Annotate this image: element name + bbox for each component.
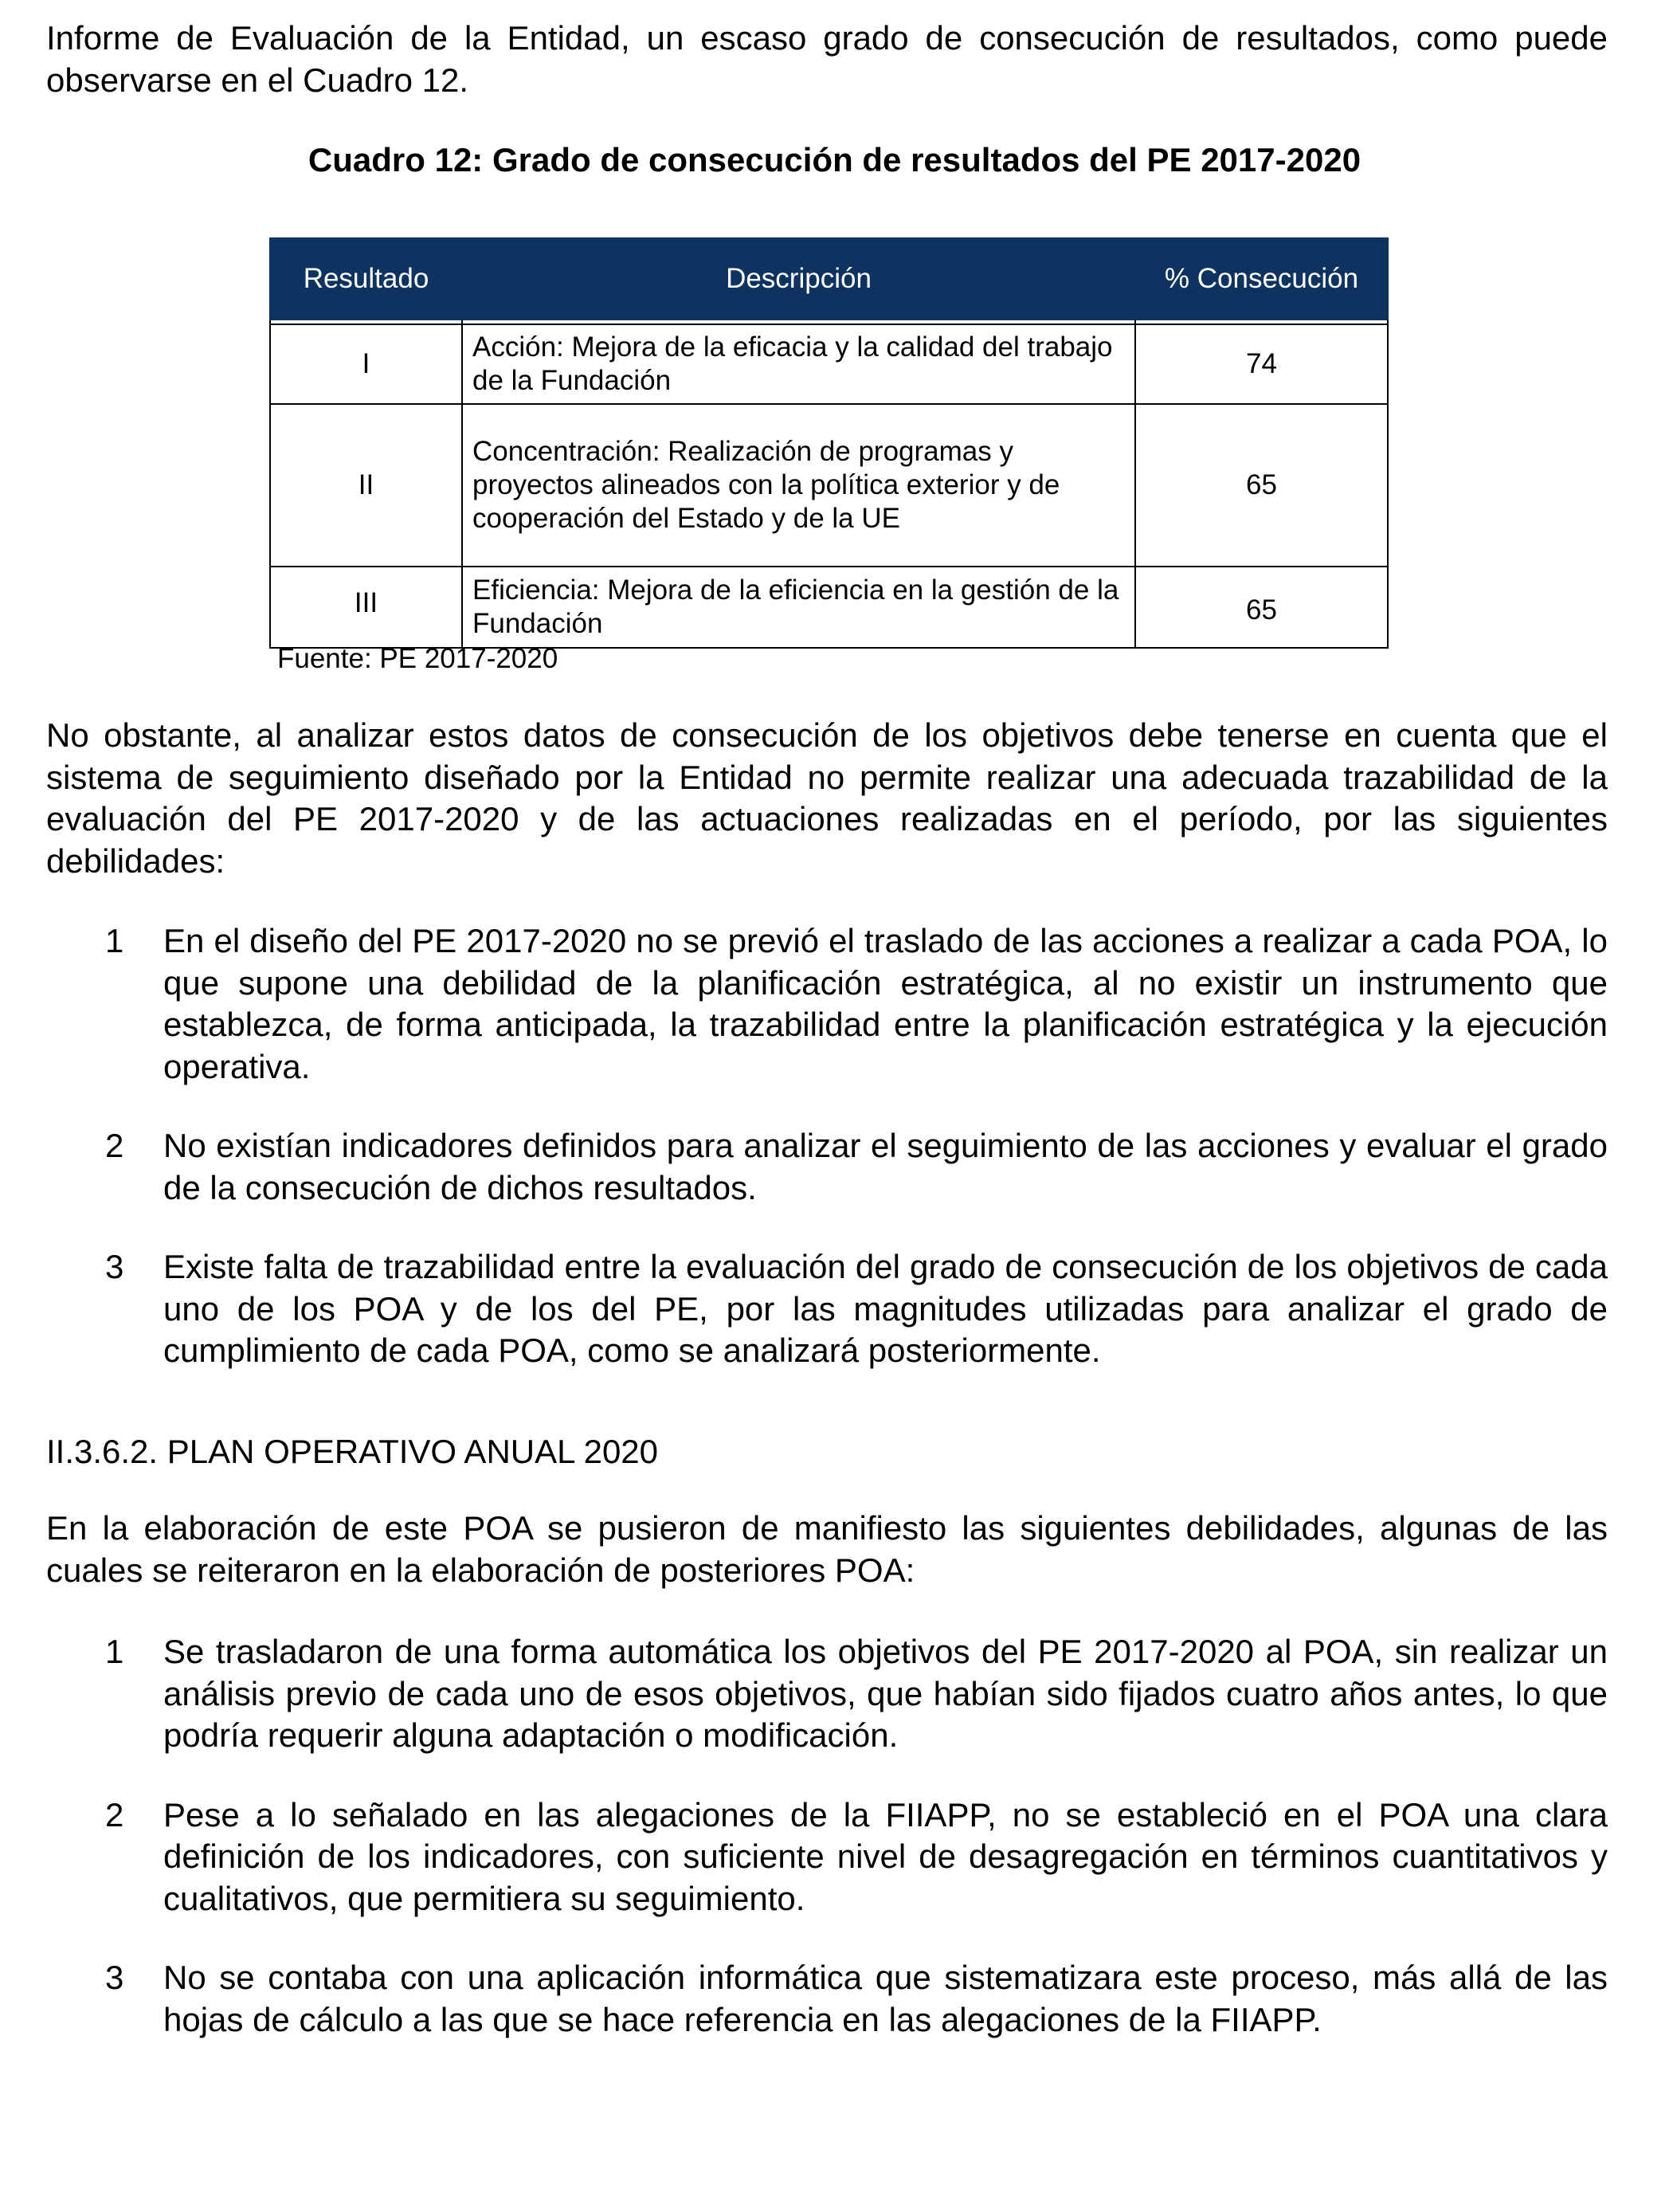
list-item-number: 3 [105, 1248, 124, 1285]
list-item-text: Pese a lo señalado en las alegaciones de la FIIAPP, no se estableció en el POA una clara definición de los indicadores, con suficiente nivel de desagregación en términos cuantitativos y cualitativos, que permitiera su seguimiento. [163, 1795, 1608, 1917]
row-result: III [270, 567, 462, 648]
paragraph-3-block [46, 1508, 1608, 1591]
table-header-row [270, 238, 1388, 320]
row-percent: 65 [1135, 567, 1388, 648]
table-row [270, 404, 1388, 567]
intro-paragraph: Informe de Evaluación de la Entidad, un escaso grado de consecución de resultados, como puede observarse en el Cuadro 12. [46, 19, 1608, 99]
row-result: II [270, 404, 462, 567]
list-item [46, 1246, 1608, 1372]
list-item [46, 1631, 1608, 1757]
list-item [46, 1794, 1608, 1920]
row-description: Eficiencia: Mejora de la eficiencia en la gestión de la Fundación [462, 567, 1135, 648]
header-descripcion: Descripción [462, 238, 1135, 320]
row-description: Concentración: Realización de programas y proyectos alineados con la política exterior y de cooperación del Estado y de la UE [462, 404, 1135, 567]
row-percent: 74 [1135, 324, 1388, 404]
paragraph-2: No obstante, al analizar estos datos de consecución de los objetivos debe tenerse en cuenta que el sistema de seguimiento diseñado por la Entidad no permite realizar una adecuada trazabilidad de la evaluación del PE 2017-2020 y de las actuaciones realizadas en el período, por las siguientes debilidades: [46, 716, 1608, 880]
table-caption: Cuadro 12: Grado de consecución de resultados del PE 2017-2020 [308, 141, 1361, 178]
row-result: I [270, 324, 462, 404]
list-item-text: Se trasladaron de una forma automática los objetivos del PE 2017-2020 al POA, sin realizar un análisis previo de cada uno de esos objetivos, que habían sido fijados cuatro años antes, lo que podría requerir alguna adaptación o modificación. [163, 1633, 1608, 1754]
row-description: Acción: Mejora de la eficacia y la calidad del trabajo de la Fundación [462, 324, 1135, 404]
list-item-text: No se contaba con una aplicación informática que sistematizara este proceso, más allá de las hojas de cálculo a las que se hace referencia en las alegaciones de la FIIAPP. [163, 1959, 1608, 2038]
table-row [270, 567, 1388, 648]
paragraph-3: En la elaboración de este POA se pusieron de manifiesto las siguientes debilidades, algunas de las cuales se reiteraron en la elaboración de posteriores POA: [46, 1509, 1608, 1589]
list-item [46, 1957, 1608, 2041]
list-item-text: Existe falta de trazabilidad entre la evaluación del grado de consecución de los objetivos de cada uno de los POA y de los del PE, por las magnitudes utilizadas para analizar el grado de cumplimiento de cada POA, como se analizará posteriormente. [163, 1248, 1608, 1369]
list-item-number: 1 [105, 1633, 124, 1670]
list-item-number: 2 [105, 1127, 124, 1164]
paragraph-2-block [46, 715, 1608, 882]
row-percent: 65 [1135, 404, 1388, 567]
section-heading: II.3.6.2. PLAN OPERATIVO ANUAL 2020 [46, 1433, 659, 1470]
table-row [270, 324, 1388, 404]
intro-paragraph-block [46, 18, 1608, 101]
list-item-number: 2 [105, 1795, 124, 1834]
weakness-list-2 [46, 1631, 1608, 2041]
header-resultado: Resultado [270, 238, 462, 320]
list-item [46, 1125, 1608, 1209]
weakness-list-1 [46, 920, 1608, 1372]
list-item-text: En el diseño del PE 2017-2020 no se previó el traslado de las acciones a realizar a cada POA, lo que supone una debilidad de la planificación estratégica, al no existir un instrumento que establezca, de forma anticipada, la trazabilidad entre la planificación estratégica y la ejecución operativa. [163, 922, 1608, 1085]
results-table [269, 237, 1389, 649]
list-item-text: No existían indicadores definidos para analizar el seguimiento de las acciones y evaluar el grado de la consecución de dichos resultados. [163, 1127, 1608, 1206]
list-item-number: 1 [105, 922, 124, 959]
list-item [46, 920, 1608, 1088]
header-consecucion: % Consecución [1135, 238, 1388, 320]
list-item-number: 3 [105, 1959, 124, 1996]
table-source: Fuente: PE 2017-2020 [277, 643, 558, 674]
